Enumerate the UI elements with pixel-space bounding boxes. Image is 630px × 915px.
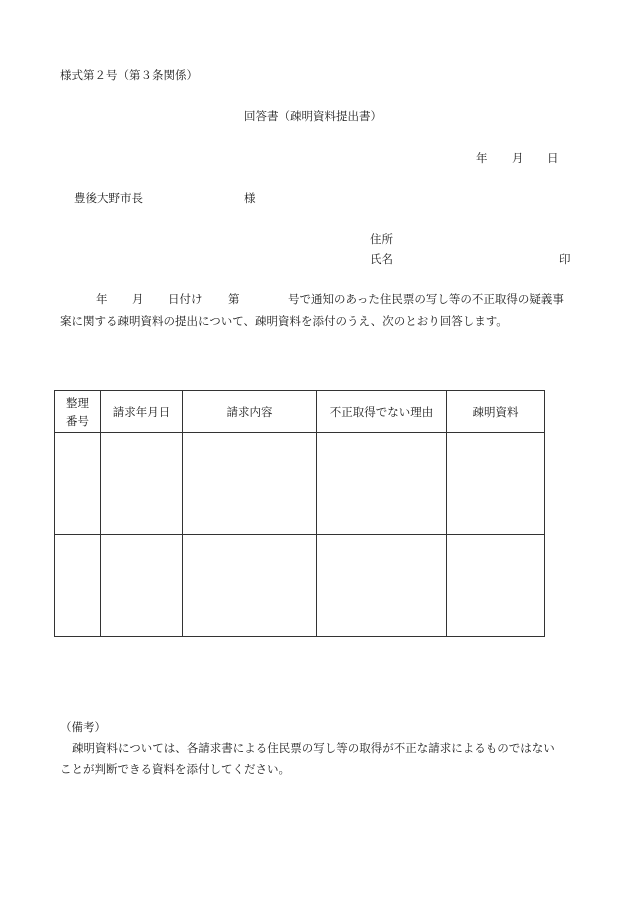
address-label: 住所 [370, 232, 393, 246]
header-reason: 不正取得でない理由 [317, 391, 447, 433]
body-day-dated: 日付け [168, 292, 203, 306]
date-year: 年 [476, 151, 488, 165]
cell-reason[interactable] [317, 433, 447, 535]
table-row [55, 535, 545, 637]
header-evidence: 疎明資料 [447, 391, 545, 433]
date-month: 月 [512, 151, 524, 165]
response-table [54, 390, 545, 637]
header-request-content: 請求内容 [183, 391, 317, 433]
cell-request-date[interactable] [101, 433, 183, 535]
remarks-title: （備考） [60, 720, 106, 734]
cell-evidence[interactable] [447, 535, 545, 637]
header-seq-line1: 整理 [66, 395, 89, 410]
body-line2-text: 案に関する疎明資料の提出について、疎明資料を添付のうえ、次のとおり回答します。 [60, 314, 508, 328]
header-seq-line2: 番号 [66, 413, 89, 428]
header-seq-number [55, 391, 101, 433]
cell-request-content[interactable] [183, 535, 317, 637]
cell-seq-number[interactable] [55, 433, 101, 535]
table-header-row [55, 391, 545, 433]
remarks-line2: ことが判断できる資料を添付してください。 [60, 762, 290, 776]
header-request-date: 請求年月日 [101, 391, 183, 433]
seal-mark: 印 [559, 252, 571, 266]
body-year: 年 [96, 292, 108, 306]
cell-reason[interactable] [317, 535, 447, 637]
cell-seq-number[interactable] [55, 535, 101, 637]
table-row [55, 433, 545, 535]
addressee-name: 豊後大野市長 [74, 191, 143, 205]
cell-evidence[interactable] [447, 433, 545, 535]
form-number: 様式第２号（第３条関係） [60, 68, 198, 82]
body-line1-text: 号で通知のあった住民票の写し等の不正取得の疑義事 [288, 292, 564, 306]
date-day: 日 [547, 151, 559, 165]
addressee-honorific: 様 [244, 191, 256, 205]
body-month: 月 [132, 292, 144, 306]
document-title: 回答書（疎明資料提出書） [244, 109, 382, 123]
body-number-prefix: 第 [228, 292, 240, 306]
name-label: 氏名 [370, 252, 393, 266]
cell-request-date[interactable] [101, 535, 183, 637]
cell-request-content[interactable] [183, 433, 317, 535]
remarks-line1: 疎明資料については、各請求書による住民票の写し等の取得が不正な請求によるものではない [72, 741, 555, 755]
